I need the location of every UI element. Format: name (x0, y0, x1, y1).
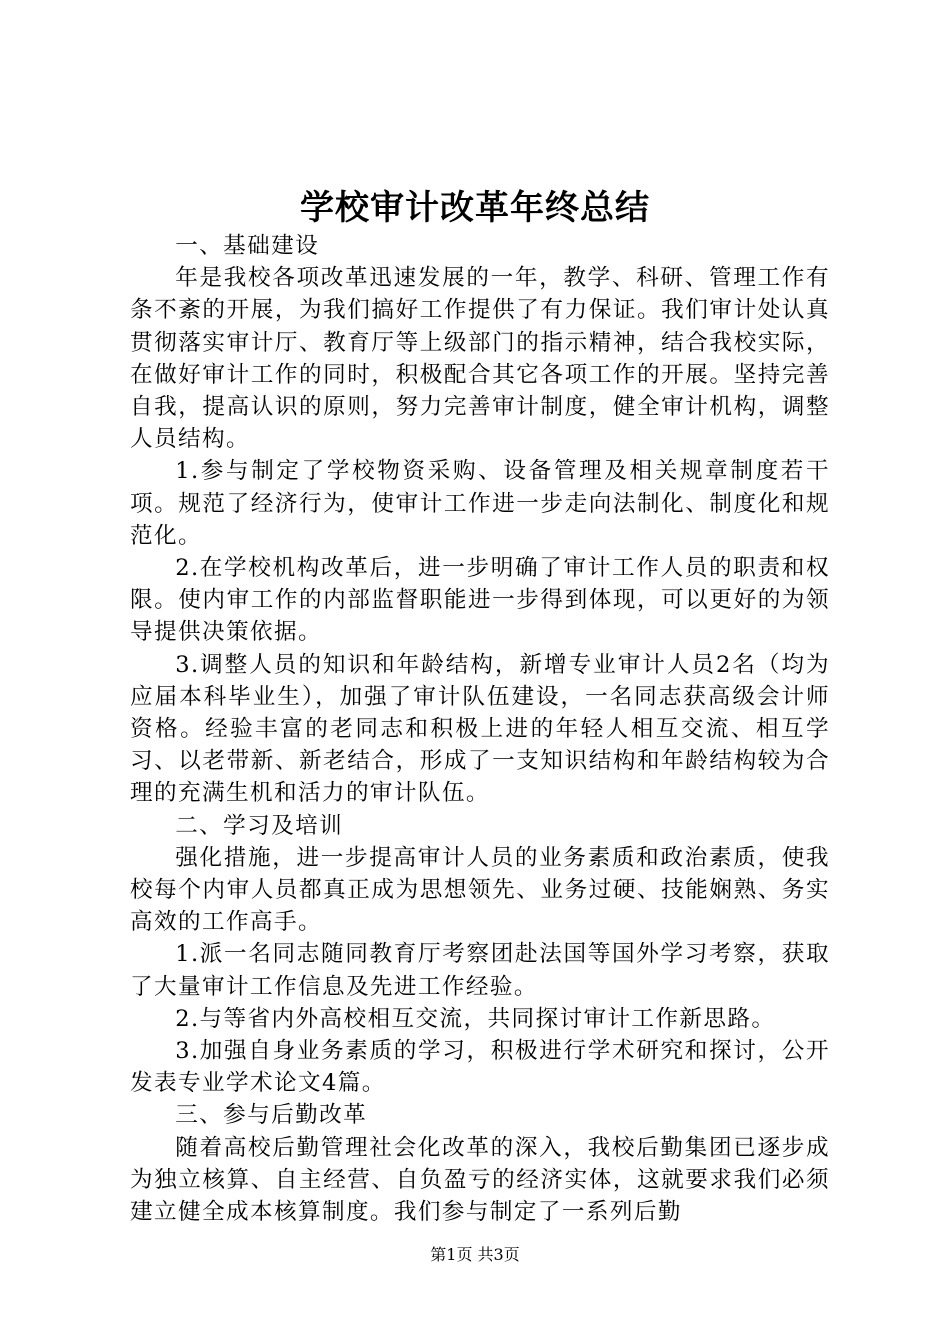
section-heading: 二、学习及培训 (175, 812, 344, 839)
paragraph: 1.派一名同志随同教育厅考察团赴法国等国外学习考察，获取了大量审计工作信息及先进工作经验。 (130, 941, 830, 1000)
paragraph: 2.与等省内外高校相互交流，共同探讨审计工作新思路。 (175, 1005, 776, 1032)
page-footer: 第1页 共3页 (430, 1245, 520, 1264)
paragraph: 强化措施，进一步提高审计人员的业务素质和政治素质，使我校每个内审人员都真正成为思想领先、业务过硬、技能娴熟、务实高效的工作高手。 (130, 844, 830, 936)
paragraph: 2.在学校机构改革后，进一步明确了审计工作人员的职责和权限。使内审工作的内部监督职能进一步得到体现，可以更好的为领导提供决策依据。 (130, 555, 830, 646)
paragraph: 随着高校后勤管理社会化改革的深入，我校后勤集团已逐步成为独立核算、自主经营、自负盈亏的经济实体，这就要求我们必须建立健全成本核算制度。我们参与制定了一系列后勤 (130, 1134, 830, 1226)
paragraph: 3.加强自身业务素质的学习，积极进行学术研究和探讨，公开发表专业学术论文4篇。 (130, 1038, 830, 1097)
document-body (130, 230, 830, 1228)
document-title: 学校审计改革年终总结 (300, 188, 650, 228)
section-heading: 一、基础建设 (175, 233, 320, 259)
section-heading: 三、参与后勤改革 (175, 1102, 368, 1129)
paragraph: 年是我校各项改革迅速发展的一年，教学、科研、管理工作有条不紊的开展，为我们搞好工作提供了有力保证。我们审计处认真贯彻落实审计厅、教育厅等上级部门的指示精神，结合我校实际，在做好审计工作的同时，积极配合其它各项工作的开展。坚持完善自我，提高认识的原则，努力完善审计制度，健全审计机构，调整人员结构。 (130, 265, 830, 453)
paragraph: 1.参与制定了学校物资采购、设备管理及相关规章制度若干项。规范了经济行为，使审计工作进一步走向法制化、制度化和规范化。 (130, 458, 830, 549)
paragraph: 3.调整人员的知识和年龄结构，新增专业审计人员2名（均为应届本科毕业生），加强了审计队伍建设，一名同志获高级会计师资格。经验丰富的老同志和积极上进的年轻人相互交流、相互学习、以老带新、新老结合，形成了一支知识结构和年龄结构较为合理的充满生机和活力的审计队伍。 (130, 651, 830, 807)
